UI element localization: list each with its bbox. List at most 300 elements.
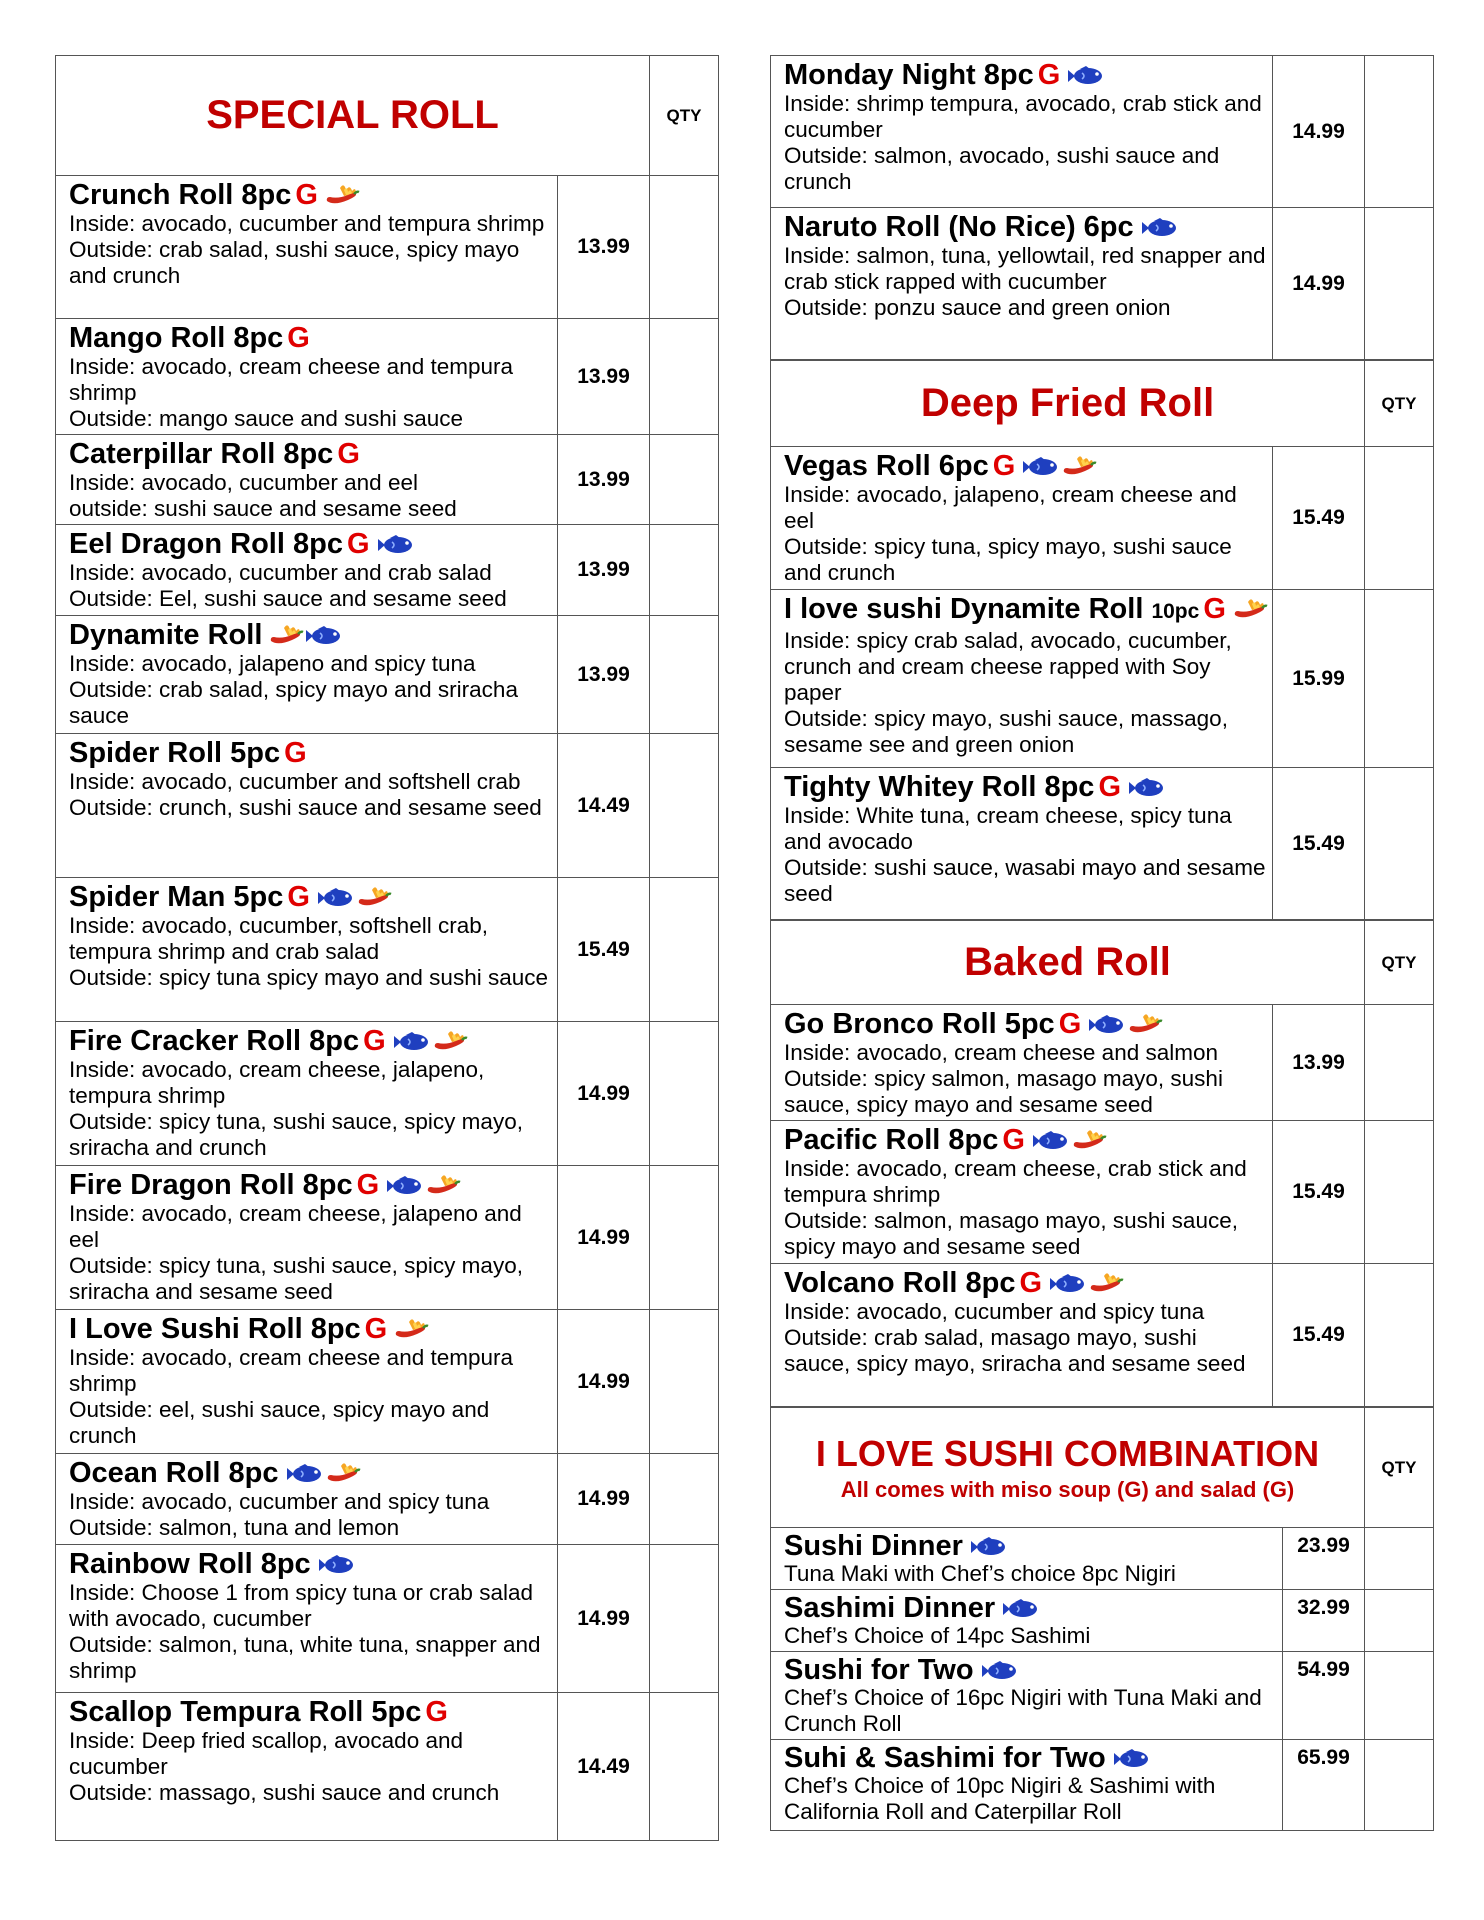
- menu-item-name: Spider Man 5pc: [69, 881, 284, 913]
- menu-item-price: 14.99: [558, 1022, 650, 1166]
- menu-item-cell: [771, 1264, 1273, 1407]
- menu-item-icons: [317, 1553, 357, 1577]
- menu-item-cell: [771, 447, 1273, 590]
- qty-input-cell[interactable]: [650, 1310, 719, 1454]
- menu-item-cell: [56, 1310, 558, 1454]
- menu-item-title: [784, 1655, 1276, 1685]
- menu-item-price: 23.99: [1283, 1528, 1365, 1590]
- menu-item-icons: [385, 1174, 461, 1198]
- menu-item-description: [784, 1299, 1266, 1377]
- menu-item-cell: [56, 1545, 558, 1693]
- menu-item-description-line: Outside: salmon, tuna, white tuna, snapper and shrimp: [69, 1632, 541, 1683]
- menu-item-row: [56, 1454, 719, 1545]
- menu-item-icons: [1001, 1597, 1041, 1621]
- menu-item-description: [784, 243, 1266, 321]
- section-title-baked-roll: Baked Roll: [771, 921, 1365, 1005]
- qty-input-cell[interactable]: [1365, 590, 1434, 768]
- menu-item-price: 14.99: [1273, 208, 1365, 360]
- qty-header: QTY: [1365, 921, 1434, 1005]
- menu-item-cell: [56, 319, 558, 435]
- menu-item-description: [69, 1345, 551, 1449]
- spicy-icon: [1127, 1013, 1163, 1037]
- menu-item-row: [771, 1740, 1434, 1831]
- menu-item-cell: [771, 1121, 1273, 1264]
- menu-item-title: [69, 1169, 551, 1201]
- menu-item-title: [69, 1696, 551, 1728]
- spicy-icon: [393, 1318, 429, 1342]
- menu-item-description-line: Outside: ponzu sauce and green onion: [784, 295, 1171, 320]
- raw-fish-icon: [385, 1174, 425, 1198]
- combination-header-row: [771, 1408, 1434, 1528]
- menu-item-description-line: Outside: crunch, sushi sauce and sesame seed: [69, 795, 542, 820]
- gluten-marker: G: [1098, 771, 1121, 803]
- raw-fish-icon: [1066, 64, 1106, 88]
- menu-item-cell: [771, 1528, 1283, 1590]
- menu-item-cell: [56, 878, 558, 1022]
- spicy-icon: [268, 624, 304, 648]
- menu-item-title: [69, 619, 551, 651]
- menu-item-price: 14.99: [558, 1310, 650, 1454]
- menu-item-description: [784, 628, 1266, 758]
- menu-item-cell: [771, 1005, 1273, 1121]
- qty-input-cell[interactable]: [650, 616, 719, 734]
- menu-item-title: [69, 881, 551, 913]
- menu-item-description-line: Inside: spicy crab salad, avocado, cucumber, crunch and cream cheese rapped with Soy paper: [784, 628, 1232, 705]
- gluten-marker: G: [1037, 59, 1061, 91]
- menu-item-cell: [56, 1022, 558, 1166]
- menu-item-price: 15.49: [1273, 1264, 1365, 1407]
- menu-item-description-line: Inside: avocado, cucumber and tempura shrimp: [69, 211, 545, 236]
- menu-item-cell: [56, 1454, 558, 1545]
- menu-item-description-line: Outside: salmon, avocado, sushi sauce and crunch: [784, 143, 1220, 194]
- menu-item-title: [784, 1593, 1276, 1623]
- menu-item-price: 13.99: [558, 319, 650, 435]
- menu-item-description: [784, 1040, 1266, 1118]
- menu-item-cell: [56, 176, 558, 319]
- menu-item-name: Crunch Roll 8pc: [69, 179, 292, 211]
- raw-fish-icon: [1001, 1597, 1041, 1621]
- raw-fish-icon: [1048, 1272, 1088, 1296]
- qty-input-cell[interactable]: [1365, 1264, 1434, 1407]
- menu-item-price: 65.99: [1283, 1740, 1365, 1831]
- menu-item-cell: [771, 1652, 1283, 1740]
- raw-fish-icon: [969, 1535, 1009, 1559]
- menu-item-title: [784, 1743, 1276, 1773]
- qty-input-cell[interactable]: [650, 734, 719, 878]
- qty-input-cell[interactable]: [650, 176, 719, 319]
- menu-item-description: [784, 1156, 1266, 1260]
- menu-item-name: Sushi Dinner: [784, 1530, 963, 1562]
- qty-input-cell[interactable]: [650, 878, 719, 1022]
- gluten-marker: G: [287, 322, 310, 354]
- menu-item-name: Monday Night 8pc: [784, 59, 1034, 91]
- menu-item-description-line: outside: sushi sauce and sesame seed: [69, 496, 457, 521]
- menu-item-icons: [1048, 1272, 1124, 1296]
- menu-item-description-line: Inside: avocado, cucumber and softshell crab: [69, 769, 521, 794]
- menu-item-row: [56, 1166, 719, 1310]
- menu-item-price: 14.99: [558, 1166, 650, 1310]
- menu-item-name: Fire Dragon Roll 8pc: [69, 1169, 353, 1201]
- right-menu-column: [770, 55, 1433, 1831]
- qty-input-cell[interactable]: [1365, 1005, 1434, 1121]
- menu-item-name: Vegas Roll 6pc: [784, 450, 989, 482]
- qty-input-cell[interactable]: [650, 1545, 719, 1693]
- gluten-marker: G: [337, 438, 360, 470]
- menu-item-price: 15.49: [1273, 447, 1365, 590]
- menu-item-description-line: Outside: spicy tuna, sushi sauce, spicy mayo, sriracha and sesame seed: [69, 1253, 523, 1304]
- menu-item-name: Eel Dragon Roll 8pc: [69, 528, 343, 560]
- menu-item-cell: [771, 208, 1273, 360]
- spicy-icon: [1088, 1272, 1124, 1296]
- menu-item-row: [56, 525, 719, 616]
- menu-item-row: [56, 319, 719, 435]
- menu-item-icons: [1031, 1129, 1107, 1153]
- menu-item-icons: [393, 1318, 429, 1342]
- menu-item-description: [69, 354, 551, 432]
- qty-input-cell[interactable]: [1365, 1590, 1434, 1652]
- menu-item-row: [56, 1693, 719, 1841]
- menu-item-row: [771, 1121, 1434, 1264]
- menu-item-description: [69, 1728, 551, 1806]
- gluten-marker: G: [356, 1169, 380, 1201]
- menu-item-description: [69, 1201, 551, 1305]
- gluten-marker: G: [1019, 1267, 1043, 1299]
- qty-header: QTY: [1365, 1408, 1434, 1528]
- menu-item-row: [56, 1310, 719, 1454]
- raw-fish-icon: [392, 1030, 432, 1054]
- spicy-icon: [325, 1462, 361, 1486]
- menu-item-icons: [1140, 216, 1180, 240]
- menu-item-name: Volcano Roll 8pc: [784, 1267, 1016, 1299]
- menu-item-row: [56, 435, 719, 525]
- qty-input-cell[interactable]: [1365, 1121, 1434, 1264]
- menu-item-row: [771, 1264, 1434, 1407]
- spicy-icon: [1061, 455, 1097, 479]
- qty-input-cell[interactable]: [1365, 56, 1434, 208]
- menu-item-name: Mango Roll 8pc: [69, 322, 284, 354]
- menu-item-price: 14.99: [558, 1454, 650, 1545]
- menu-item-description-line: Inside: avocado, jalapeno, cream cheese and eel: [784, 482, 1237, 533]
- menu-item-cell: [56, 1693, 558, 1841]
- menu-item-title: [69, 438, 551, 470]
- menu-item-icons: [1087, 1013, 1163, 1037]
- menu-item-description-line: Inside: avocado, cream cheese and tempura shrimp: [69, 1345, 514, 1396]
- spicy-icon: [356, 886, 392, 910]
- menu-item-description-line: Outside: crab salad, sushi sauce, spicy mayo and crunch: [69, 237, 520, 288]
- gluten-marker: G: [425, 1696, 448, 1728]
- menu-item-description: [784, 803, 1266, 907]
- menu-item-title: [784, 450, 1266, 482]
- menu-item-description: [69, 651, 551, 729]
- menu-item-cell: [56, 525, 558, 616]
- menu-item-icons: [969, 1535, 1009, 1559]
- menu-item-row: [771, 208, 1434, 360]
- qty-input-cell[interactable]: [650, 435, 719, 525]
- menu-item-row: [771, 1528, 1434, 1590]
- menu-item-icons: [980, 1659, 1020, 1683]
- menu-item-cell: [56, 616, 558, 734]
- menu-item-description-line: Chef’s Choice of 16pc Nigiri with Tuna Maki and Crunch Roll: [784, 1685, 1262, 1736]
- menu-item-description-line: Inside: avocado, cucumber, softshell crab, tempura shrimp and crab salad: [69, 913, 488, 964]
- menu-item-cell: [56, 1166, 558, 1310]
- menu-item-description-line: Chef’s Choice of 14pc Sashimi: [784, 1623, 1091, 1648]
- baked-roll-table: [770, 920, 1434, 1407]
- menu-item-title: [69, 1313, 551, 1345]
- menu-item-name: Sashimi Dinner: [784, 1592, 996, 1624]
- menu-item-title: [69, 322, 551, 354]
- spicy-icon: [324, 184, 360, 208]
- menu-item-icons: [316, 886, 392, 910]
- menu-item-icons: [1066, 64, 1106, 88]
- menu-item-row: [771, 1005, 1434, 1121]
- menu-item-description-line: Inside: White tuna, cream cheese, spicy tuna and avocado: [784, 803, 1232, 854]
- gluten-marker: G: [363, 1025, 386, 1057]
- menu-item-description-line: Inside: avocado, cream cheese, crab stick and tempura shrimp: [784, 1156, 1247, 1207]
- qty-input-cell[interactable]: [1365, 208, 1434, 360]
- raw-fish-icon: [285, 1462, 325, 1486]
- menu-item-title: [784, 1124, 1266, 1156]
- menu-item-title: [69, 179, 551, 211]
- baked-header-row: [771, 921, 1434, 1005]
- menu-item-row: [771, 1590, 1434, 1652]
- menu-item-description: [69, 1580, 551, 1684]
- menu-item-price: 13.99: [1273, 1005, 1365, 1121]
- qty-input-cell[interactable]: [650, 1166, 719, 1310]
- qty-input-cell[interactable]: [1365, 447, 1434, 590]
- special-roll-menu: [55, 55, 718, 1841]
- deep-fried-header-row: [771, 361, 1434, 447]
- menu-item-title: [69, 1457, 551, 1489]
- raw-fish-icon: [1031, 1129, 1071, 1153]
- menu-item-price: 14.99: [558, 1545, 650, 1693]
- menu-item-description-line: Outside: spicy mayo, sushi sauce, massago, sesame see and green onion: [784, 706, 1228, 757]
- gluten-marker: G: [1002, 1124, 1025, 1156]
- menu-item-description: [784, 482, 1266, 586]
- menu-item-title: [784, 1531, 1276, 1561]
- raw-fish-icon: [1112, 1747, 1152, 1771]
- menu-item-cell: [56, 734, 558, 878]
- menu-item-description-line: Outside: crab salad, masago mayo, sushi sauce, spicy mayo, sriracha and sesame seed: [784, 1325, 1246, 1376]
- menu-item-row: [771, 590, 1434, 768]
- menu-item-piece-count: 10pc: [1151, 600, 1200, 623]
- menu-item-price: 15.99: [1273, 590, 1365, 768]
- spicy-icon: [432, 1030, 468, 1054]
- gluten-marker: G: [284, 737, 307, 769]
- menu-item-price: 14.99: [1273, 56, 1365, 208]
- menu-item-row: [56, 1545, 719, 1693]
- qty-input-cell[interactable]: [650, 1022, 719, 1166]
- raw-fish-icon: [1127, 776, 1167, 800]
- menu-item-price: 32.99: [1283, 1590, 1365, 1652]
- menu-item-name: Fire Cracker Roll 8pc: [69, 1025, 360, 1057]
- menu-item-description-line: Outside: crab salad, spicy mayo and sriracha sauce: [69, 677, 518, 728]
- menu-item-description-line: Inside: avocado, cream cheese, jalapeno and eel: [69, 1201, 522, 1252]
- menu-item-description-line: Outside: mango sauce and sushi sauce: [69, 406, 463, 431]
- menu-item-description: [69, 470, 551, 522]
- menu-item-description-line: Inside: avocado, cream cheese and tempura shrimp: [69, 354, 514, 405]
- menu-item-description-line: Inside: avocado, cucumber and spicy tuna: [69, 1489, 490, 1514]
- menu-item-icons: [392, 1030, 468, 1054]
- menu-item-name: I love sushi Dynamite Roll: [784, 593, 1144, 625]
- qty-input-cell[interactable]: [650, 319, 719, 435]
- menu-item-row: [56, 1022, 719, 1166]
- menu-item-title: [784, 59, 1266, 91]
- menu-item-description-line: Inside: avocado, cream cheese, jalapeno, tempura shrimp: [69, 1057, 485, 1108]
- menu-item-description-line: Inside: avocado, cucumber and crab salad: [69, 560, 492, 585]
- menu-item-description: [69, 211, 551, 289]
- menu-item-icons: [285, 1462, 361, 1486]
- qty-input-cell[interactable]: [650, 525, 719, 616]
- menu-item-name: Scallop Tempura Roll 5pc: [69, 1696, 422, 1728]
- menu-item-price: 13.99: [558, 525, 650, 616]
- menu-item-title: [784, 211, 1266, 243]
- menu-item-row: [771, 1652, 1434, 1740]
- combination-header-cell: [771, 1408, 1365, 1528]
- raw-fish-icon: [316, 886, 356, 910]
- menu-item-cell: [771, 768, 1273, 920]
- menu-item-description-line: Outside: spicy salmon, masago mayo, sushi sauce, spicy mayo and sesame seed: [784, 1066, 1223, 1117]
- menu-item-cell: [771, 590, 1273, 768]
- menu-item-row: [771, 56, 1434, 208]
- menu-item-price: 13.99: [558, 176, 650, 319]
- menu-item-name: Spider Roll 5pc: [69, 737, 281, 769]
- raw-fish-icon: [980, 1659, 1020, 1683]
- menu-item-icons: [1127, 776, 1167, 800]
- menu-item-price: 14.49: [558, 734, 650, 878]
- special-roll-table: [55, 55, 719, 1841]
- menu-item-row: [771, 447, 1434, 590]
- menu-item-description-line: Outside: salmon, tuna and lemon: [69, 1515, 400, 1540]
- special-roll-header-row: [56, 56, 719, 176]
- menu-item-cell: [56, 435, 558, 525]
- menu-item-description: [784, 91, 1266, 195]
- menu-item-title: [784, 1267, 1266, 1299]
- qty-header: QTY: [1365, 361, 1434, 447]
- menu-item-title: [69, 737, 551, 769]
- menu-item-description-line: Inside: Deep fried scallop, avocado and cucumber: [69, 1728, 464, 1779]
- menu-item-description-line: Outside: spicy tuna spicy mayo and sushi sauce: [69, 965, 548, 990]
- menu-item-description-line: Outside: sushi sauce, wasabi mayo and sesame seed: [784, 855, 1266, 906]
- qty-input-cell[interactable]: [650, 1693, 719, 1841]
- menu-item-icons: [1021, 455, 1097, 479]
- menu-item-description-line: Outside: spicy tuna, sushi sauce, spicy mayo, sriracha and crunch: [69, 1109, 523, 1160]
- menu-item-description-line: Inside: avocado, cucumber and spicy tuna: [784, 1299, 1205, 1324]
- qty-input-cell[interactable]: [1365, 1652, 1434, 1740]
- raw-fish-icon: [1021, 455, 1061, 479]
- combination-table: [770, 1407, 1434, 1831]
- menu-item-title: [69, 528, 551, 560]
- raw-fish-icon: [376, 533, 416, 557]
- spicy-icon: [1071, 1129, 1107, 1153]
- menu-item-row: [56, 176, 719, 319]
- combination-subtitle: All comes with miso soup (G) and salad (G): [840, 1476, 1295, 1502]
- gluten-marker: G: [364, 1313, 388, 1345]
- menu-item-price: 13.99: [558, 435, 650, 525]
- menu-item-description: [69, 913, 551, 991]
- raw-fish-icon: [317, 1553, 357, 1577]
- menu-item-cell: [771, 56, 1273, 208]
- top-rolls-table: [770, 55, 1434, 360]
- menu-item-description-line: Inside: salmon, tuna, yellowtail, red snapper and crab stick rapped with cucumber: [784, 243, 1266, 294]
- menu-item-price: 13.99: [558, 616, 650, 734]
- menu-item-name: Suhi & Sashimi for Two: [784, 1742, 1106, 1774]
- qty-header: QTY: [650, 56, 719, 176]
- menu-item-cell: [771, 1590, 1283, 1652]
- section-title-deep-fried-roll: Deep Fried Roll: [771, 361, 1365, 447]
- menu-item-description: [784, 1773, 1276, 1825]
- menu-item-description: [69, 1057, 551, 1161]
- qty-input-cell[interactable]: [1365, 1528, 1434, 1590]
- menu-item-price: 15.49: [1273, 1121, 1365, 1264]
- menu-item-name: I Love Sushi Roll 8pc: [69, 1313, 361, 1345]
- section-title-special-roll: SPECIAL ROLL: [56, 56, 650, 176]
- gluten-marker: G: [287, 881, 310, 913]
- menu-item-icons: [268, 624, 344, 648]
- menu-item-name: Dynamite Roll: [69, 619, 263, 651]
- qty-input-cell[interactable]: [650, 1454, 719, 1545]
- menu-item-description: [784, 1561, 1276, 1587]
- menu-item-description-line: Inside: avocado, cucumber and eel: [69, 470, 418, 495]
- menu-item-row: [56, 616, 719, 734]
- gluten-marker: G: [295, 179, 318, 211]
- menu-item-name: Ocean Roll 8pc: [69, 1457, 279, 1489]
- menu-item-description-line: Chef’s Choice of 10pc Nigiri & Sashimi with California Roll and Caterpillar Roll: [784, 1773, 1216, 1824]
- menu-item-name: Rainbow Roll 8pc: [69, 1548, 311, 1580]
- qty-input-cell[interactable]: [1365, 1740, 1434, 1831]
- menu-item-description-line: Outside: Eel, sushi sauce and sesame seed: [69, 586, 507, 611]
- menu-item-name: Naruto Roll (No Rice) 6pc: [784, 211, 1134, 243]
- gluten-marker: G: [1203, 593, 1226, 625]
- menu-item-title: [784, 771, 1266, 803]
- menu-item-icons: [376, 533, 416, 557]
- raw-fish-icon: [304, 624, 344, 648]
- menu-item-description-line: Inside: avocado, jalapeno and spicy tuna: [69, 651, 476, 676]
- spicy-icon: [425, 1174, 461, 1198]
- menu-item-row: [56, 878, 719, 1022]
- menu-item-description: [784, 1623, 1276, 1649]
- gluten-marker: G: [346, 528, 370, 560]
- menu-item-price: 15.49: [558, 878, 650, 1022]
- menu-item-name: Tighty Whitey Roll 8pc: [784, 771, 1095, 803]
- menu-item-icons: [324, 184, 360, 208]
- menu-item-name: Pacific Roll 8pc: [784, 1124, 999, 1156]
- menu-item-title: [784, 1008, 1266, 1040]
- menu-item-row: [56, 734, 719, 878]
- menu-item-name: Sushi for Two: [784, 1654, 974, 1686]
- menu-item-description-line: Inside: Choose 1 from spicy tuna or crab salad with avocado, cucumber: [69, 1580, 533, 1631]
- menu-item-description-line: Outside: eel, sushi sauce, spicy mayo and crunch: [69, 1397, 490, 1448]
- gluten-marker: G: [1058, 1008, 1082, 1040]
- raw-fish-icon: [1140, 216, 1180, 240]
- menu-item-description-line: Tuna Maki with Chef’s choice 8pc Nigiri: [784, 1561, 1176, 1586]
- menu-item-price: 54.99: [1283, 1652, 1365, 1740]
- menu-item-icons: [1112, 1747, 1152, 1771]
- menu-item-description: [69, 560, 551, 612]
- menu-item-name: Go Bronco Roll 5pc: [784, 1008, 1055, 1040]
- menu-item-price: 15.49: [1273, 768, 1365, 920]
- menu-item-description: [69, 769, 551, 821]
- spicy-icon: [1232, 598, 1268, 622]
- menu-item-row: [771, 768, 1434, 920]
- menu-item-description-line: Outside: massago, sushi sauce and crunch: [69, 1780, 500, 1805]
- menu-item-icons: [1232, 598, 1268, 622]
- menu-item-title: [69, 1548, 551, 1580]
- menu-item-name: Caterpillar Roll 8pc: [69, 438, 334, 470]
- raw-fish-icon: [1087, 1013, 1127, 1037]
- menu-item-title: [784, 593, 1266, 628]
- qty-input-cell[interactable]: [1365, 768, 1434, 920]
- menu-item-description: [69, 1489, 551, 1541]
